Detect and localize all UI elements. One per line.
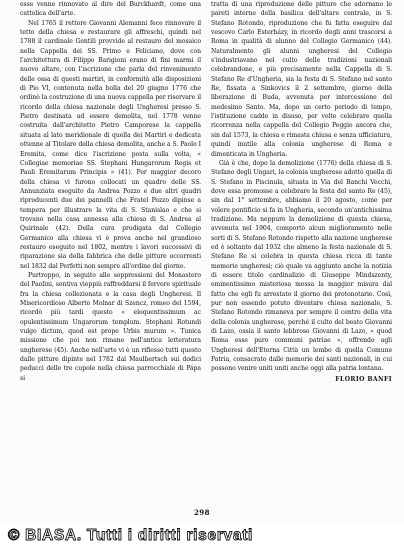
watermark-text: © BIASA. Tutti i diritti riservati — [8, 527, 254, 544]
left-column — [20, 0, 201, 500]
paragraph: Nel 1765 il rettore Giovanni Alemanni fece rinnovare il tetto della chiesa e restaurare gli affreschi, quindi nel 1788 il cardinale Gentili provvide al restauro del mosaico nella Cappella dei SS. Primo e Feliciano, dove con l'architettura di Filippo Barigioni erano di fini marmi il nuovo altare, con l'iscrizione che parla del rinvenimento delle ossa di questi martiri, in conformità alle disposizioni di Pio VI, contenuta nella bolla del 20 giugno 1776 che ordinò la costruzione di una nuova cappella per riservare il ricordo della chiesa nazionale degli Ungheresi presso S. Pietro destinata ad essere demolita, nel 1778 venne costruita dall'architetto Pietro Camporese la cappella situata al lato meridionale di quella dei Martiri e dedicata ottenne al Titolare della chiesa demolita, anche a S. Paolo I Eremita, come dice l'iscrizione posta sulla volta, « Collegiae memoriae SS. Stephani Hungarorum Regis et Pauli Eremitarum Principis » (41). Per maggior decoro della chiesa vi furono collocati un quadro delle SS. Annunziata eseguito da Andrea Pozzo e due altri quadri riproducenti due dei pannelli che Fratel Pozzo dipinse a tempera per illustrare la vita di S. Stanislao e che si trovano nella casa annessa alla chiesa di S. Andrea al Quirinale (42). Della cura prodigata dal Collegio Germanico alla chiesa vi è prova anche nel grandioso restauro eseguito nel 1802, mentre i lavori successivi di riparazione sia della fabbrica che delle pitture occorrenti nel 1832 dal Perfetti non sempre all'ordine del giorno. — [20, 19, 201, 270]
author-signature: FLORIO BANFI — [335, 375, 392, 383]
paragraph: tratta di una riproduzione delle pitture che adornano le pareti interne della basilica dell'altare centrale, in S. Stefano Rotondo, riproduzione che fu fatta eseguire dal vescovo Carlo Esterházy, in ricordo degli anni trascorsi a Roma in qualità di alunno del Collegio Germanico (44). Naturalmente gli alunni ungheresi del Collegio s'industriavano nel culto delle tradizioni nazionali celebrandone, e più precisamente nella Cappella di S. Stefano Re d'Ungheria, sia la festa di S. Stefano nel santo Re, fissata a Sinkovics il 2 settembre, giorno della liberazione di Buda, avvenuta per intercessione del medesimo Santo. Ma, dopo un certo periodo di tempo, l'istituzione cadde in disuso, per volte celebrare quella ricorrenza nella cappella del Collegio Peggio ancora che, sin dal 1573, la chiesa e rimasta chiusa e senza ufficiatura, quindi inutile alla colonia ungherese di Roma e dimenticata in Ungheria. — [211, 1, 392, 158]
paragraph: Purtroppo, in seguito alle soppressioni del Monastero del Paolini, sentiva vieppiù raffreddarsi il fervore spirituale fra la chiesa collezionata e la casa degli Ungheresi. Il Misericordioso Alberto Molnar di Szencz, romeo del 1594, ricordò più tardi questo « eloquentissimum ac opulentissimum Ungarorum templum. Stephani Rotundi vulgo dictum, quod est prope Urbis murum ». Tunica missione che poi non rimane nell'antica letteratura ungherese (45). Anche nell'arte vi è un riflesso tutti questo dalle pitture dipinte nel 1782 dal Maulbertsch sui dodici peducci delle tre cupole nella chiesa parrocchiale di Pápa si — [20, 271, 201, 382]
page-number: 298 — [193, 508, 211, 517]
text-columns — [20, 0, 392, 500]
right-column — [211, 0, 392, 500]
copyright-watermark — [0, 525, 404, 549]
paragraph: Già è che, dopo la demolizione (1776) della chiesa di S. Stefano degli Ungari, la colonia ungherese adottò quella di S. Stefano in Piscinula, situata in Via del Banchi Vecchi, dove essa promosse a celebrare la festa del santo Re (45), sin dal 1° settembre, abbiamo il 20 agosto, come per volere pontificio si fa in Ungheria, secondo un'antichissima tradizione. Ma neppure la demolizione di questa chiesa, avvenuta nel 1904, comportò alcun miglioramento nelle sorti di S. Stefano Rotondo rispetto alla nazione ungherese ed è soltanto dal 1932 che almeno la festa nazionale di S. Stefano Re si celebra in questa chiesa ricca di tante memorie ungheresi; ciò quale va aggiunto anche la notizia di essere titolo cardinalizio di Giuseppe Mindszenty, eminentissimo misteriosa messa la maggior misura dal fatto che egli fu arrestato il giorno dei protonotarie. Così, pur non essendo potuto diventare chiesa nazionale, S. Stefano Rotondo rimaneva per sempre il centro della vita della colonia ungherese, perché il culto del beato Giovanni di Lazo, ossia il santo lebbroso Giovanni di Lazo, « quod Roma esse puro communi patriae », offrendo agli Ungheresi dell'Eterna Città un lembo di quella Comune Patria, consacrato dalle memorie dei santi nazionali, in cui possono venire uniti uniti anche oggi alla patria lontana. — [211, 159, 392, 373]
paragraph: esse venne rinnovato al dire del Burckhardt, come una cattolica dell'arte. — [20, 1, 201, 18]
